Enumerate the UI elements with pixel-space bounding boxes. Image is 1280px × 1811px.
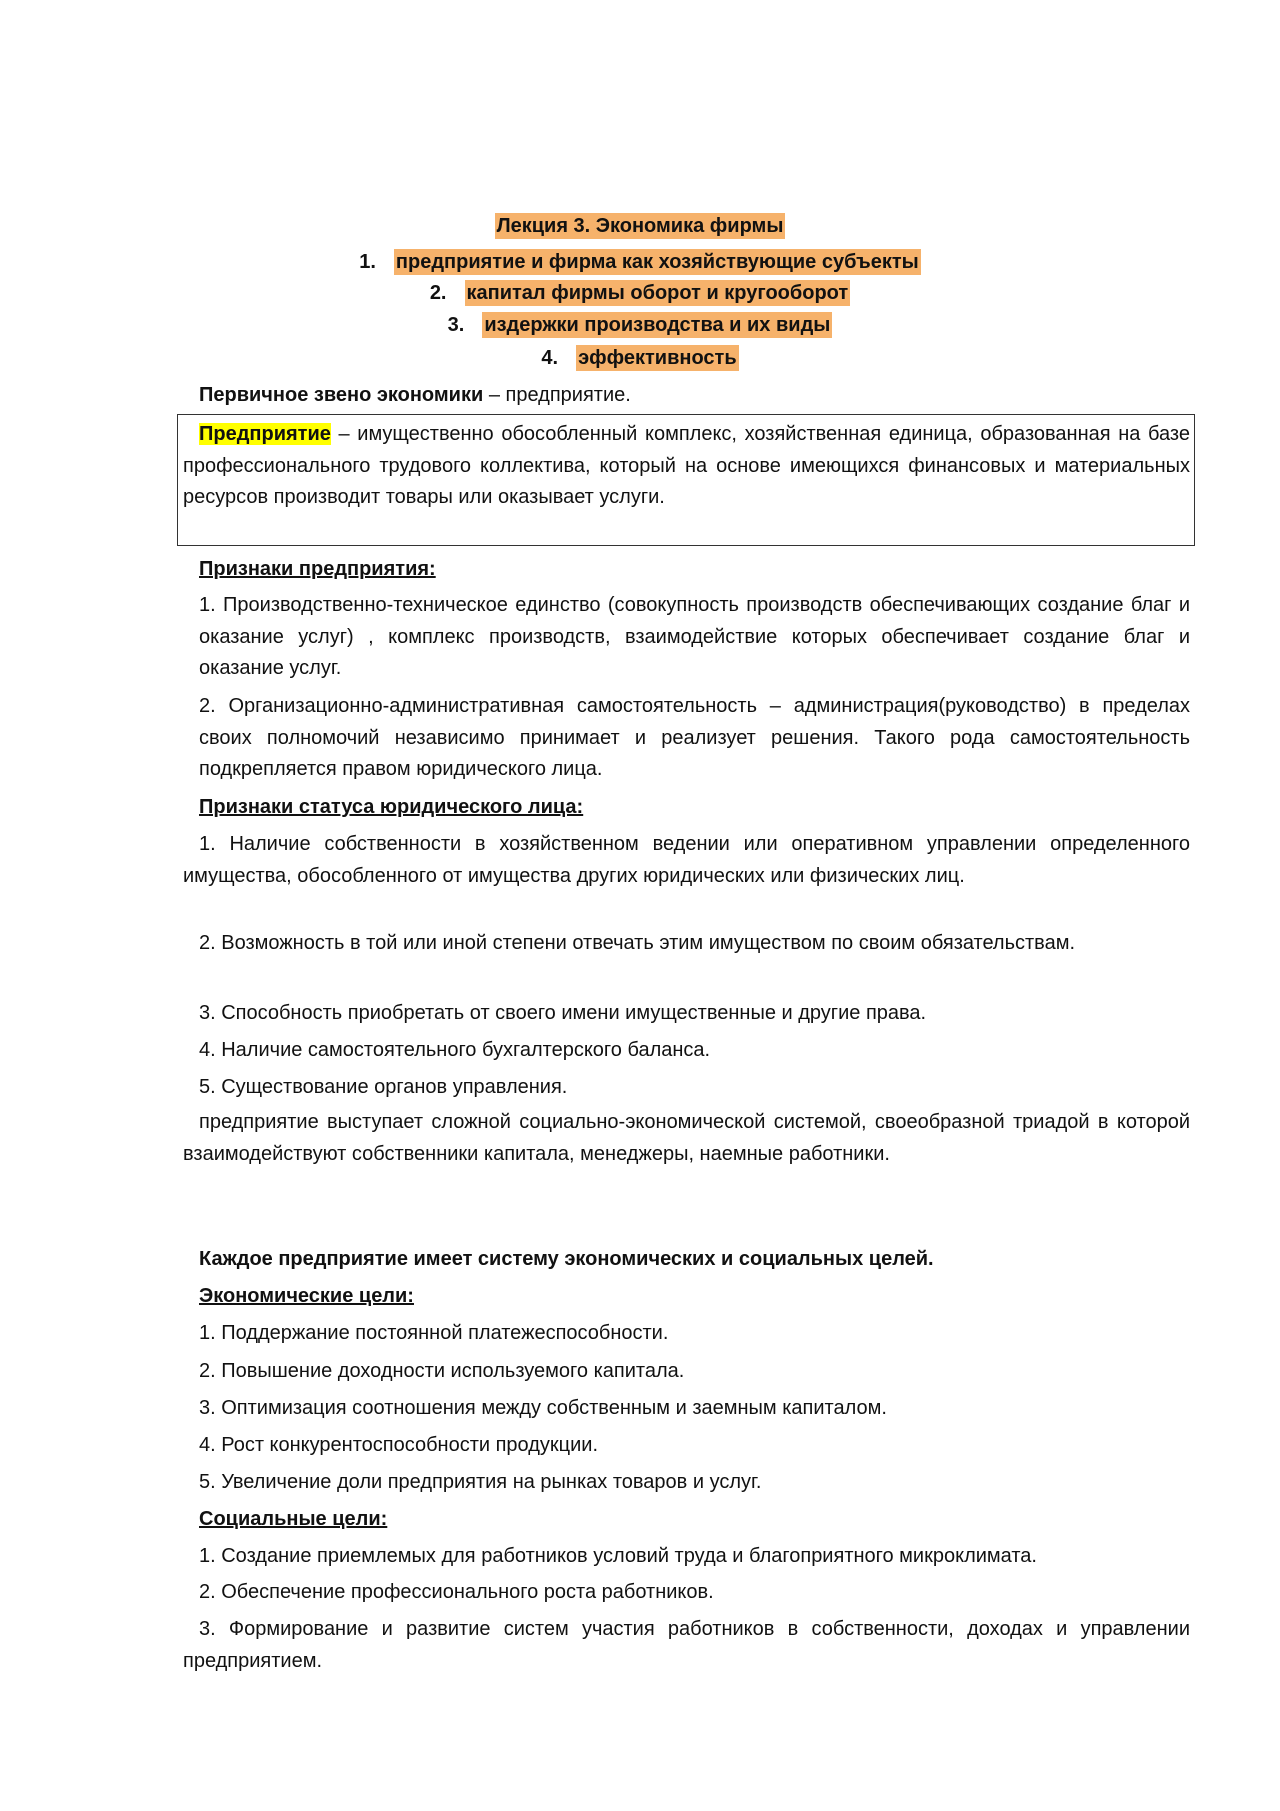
econ-item: 1. Поддержание постоянной платежеспособности. xyxy=(199,1322,669,1344)
definition-term: Предприятие xyxy=(199,423,331,445)
outline-num: 4. xyxy=(541,347,559,369)
econ-item: 3. Оптимизация соотношения между собственным и заемным капиталом. xyxy=(199,1397,887,1419)
outline-item xyxy=(0,278,1280,309)
outline-text: капитал фирмы оборот и кругооборот xyxy=(466,282,849,304)
sign-item: 2. Организационно-административная самостоятельность – администрация(руководство) в пределах своих полномочий независимо принимает и реализует решения. Такого рода самостоятельность подкрепляется правом юридического лица. xyxy=(199,695,1190,780)
definition-body: – имущественно обособленный комплекс, хозяйственная единица, образованная на базе профессионального трудового коллектива, который на основе имеющихся финансовых и материальных ресурсов производит товары или оказывает услуги. xyxy=(183,423,1190,508)
social-item: 3. Формирование и развитие систем участия работников в собственности, доходах и управлении предприятием. xyxy=(183,1618,1190,1672)
legal-item: 4. Наличие самостоятельного бухгалтерского баланса. xyxy=(199,1039,711,1061)
econ-item: 5. Увеличение доли предприятия на рынках товаров и услуг. xyxy=(199,1471,762,1493)
econ-heading: Экономические цели: xyxy=(199,1285,414,1307)
lecture-title xyxy=(0,211,1280,242)
primary-link-line xyxy=(199,380,1190,412)
definition-text xyxy=(183,419,1190,514)
legal-item: 1. Наличие собственности в хозяйственном ведении или оперативном управлении определенного имущества, обособленного от имущества других юридических или физических лиц. xyxy=(183,833,1190,887)
title-text: Лекция 3. Экономика фирмы xyxy=(496,215,784,237)
outline-num: 1. xyxy=(359,251,376,273)
econ-item: 4. Рост конкурентоспособности продукции. xyxy=(199,1434,599,1456)
social-item: 2. Обеспечение профессионального роста работников. xyxy=(199,1581,714,1603)
goals-intro: Каждое предприятие имеет систему экономических и социальных целей. xyxy=(199,1248,934,1270)
primary-rest: – предприятие. xyxy=(483,384,631,406)
legal-item: 2. Возможность в той или иной степени отвечать этим имуществом по своим обязательствам. xyxy=(199,932,1076,954)
outline-num: 3. xyxy=(447,314,465,336)
sign-item: 1. Производственно-техническое единство (совокупность производств обеспечивающих создание благ и оказание услуг) , комплекс производств, взаимодействие которых обеспечивает создание благ и оказание услуг. xyxy=(199,594,1190,679)
legal-item: 5. Существование органов управления. xyxy=(199,1076,568,1098)
primary-bold: Первичное звено экономики xyxy=(199,384,484,406)
outline-item xyxy=(0,310,1280,341)
outline-item xyxy=(0,247,1280,278)
signs-heading: Признаки предприятия: xyxy=(199,558,436,580)
outline-text: предприятие и фирма как хозяйствующие субъекты xyxy=(395,251,919,273)
outline-text: издержки производства и их виды xyxy=(484,314,831,336)
legal-heading: Признаки статуса юридического лица: xyxy=(199,796,584,818)
outline-num: 2. xyxy=(429,282,447,304)
social-item: 1. Создание приемлемых для работников условий труда и благоприятного микроклимата. xyxy=(199,1545,1037,1567)
outline-item xyxy=(0,343,1280,374)
econ-item: 2. Повышение доходности используемого капитала. xyxy=(199,1360,685,1382)
legal-summary: предприятие выступает сложной социально-экономической системой, своеобразной триадой в которой взаимодействуют собственники капитала, менеджеры, наемные работники. xyxy=(183,1111,1190,1165)
outline-text: эффективность xyxy=(578,347,737,369)
legal-item: 3. Способность приобретать от своего имени имущественные и другие права. xyxy=(199,1002,927,1024)
social-heading: Социальные цели: xyxy=(199,1508,388,1530)
